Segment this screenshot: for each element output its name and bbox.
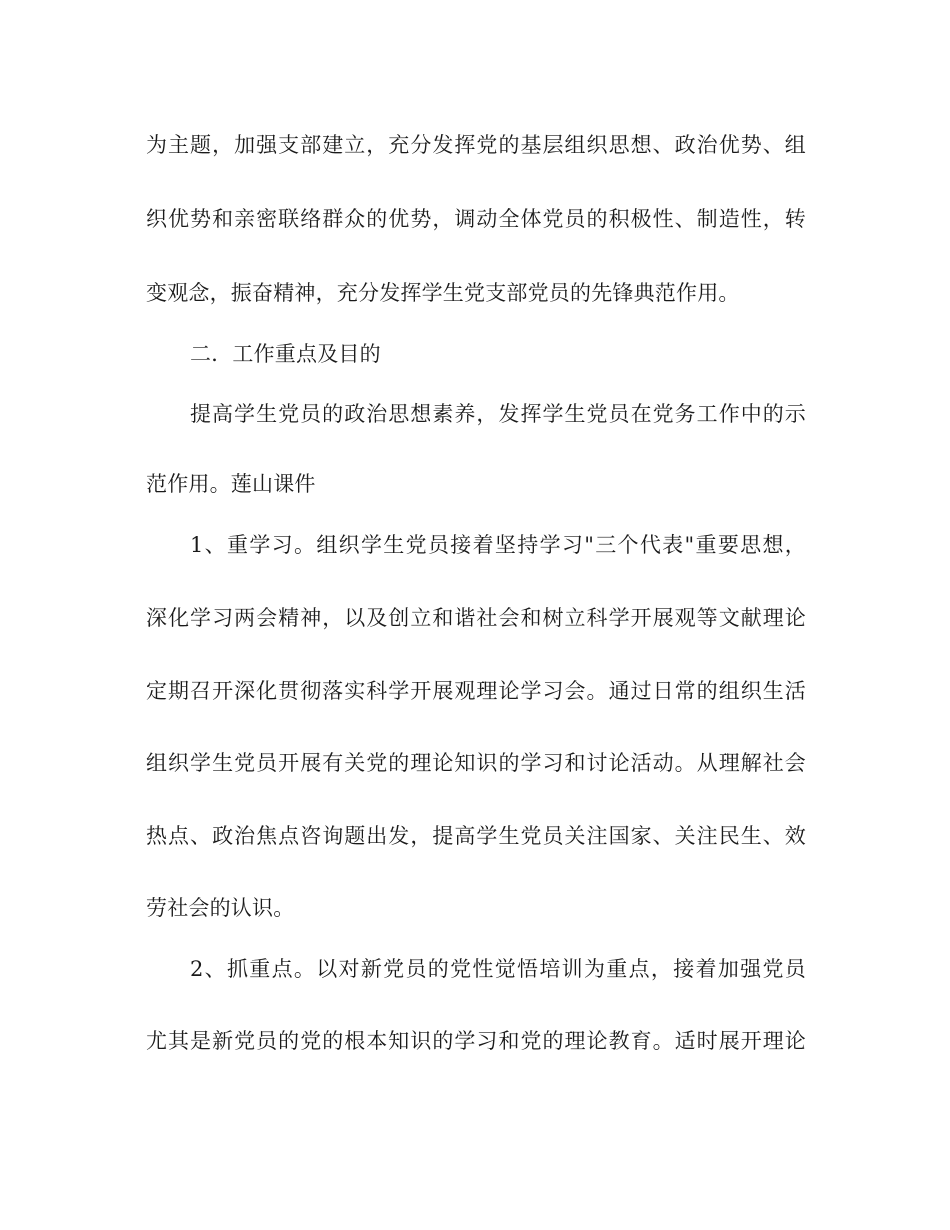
text-line: 提高学生党员的政治思想素养，发挥学生党员在党务工作中的示 — [190, 402, 806, 426]
text-line: 深化学习两会精神，以及创立和谐社会和树立科学开展观等文献理论 — [146, 606, 806, 630]
text-line: 定期召开深化贯彻落实科学开展观理论学习会。通过日常的组织生活 — [146, 679, 806, 703]
text-line: 组织学生党员开展有关党的理论知识的学习和讨论活动。从理解社会 — [146, 751, 806, 775]
text-line: 热点、政治焦点咨询题出发，提高学生党员关注国家、关注民生、效 — [146, 824, 806, 848]
text-line: 为主题，加强支部建立，充分发挥党的基层组织思想、政治优势、组 — [146, 133, 806, 157]
text-line: 劳社会的认识。 — [146, 896, 295, 920]
text-line: 范作用。莲山课件 — [146, 472, 316, 496]
text-line: 尤其是新党员的党的根本知识的学习和党的理论教育。适时展开理论 — [146, 1029, 806, 1053]
text-line: 1、重学习。组织学生党员接着坚持学习"三个代表"重要思想， — [190, 533, 806, 557]
section-heading: 二．工作重点及目的 — [190, 342, 381, 366]
text-line: 织优势和亲密联络群众的优势，调动全体党员的积极性、制造性，转 — [146, 207, 806, 231]
text-line: 变观念，振奋精神，充分发挥学生党支部党员的先锋典范作用。 — [146, 281, 740, 305]
text-line: 2、抓重点。以对新党员的党性觉悟培训为重点，接着加强党员 — [190, 957, 806, 981]
